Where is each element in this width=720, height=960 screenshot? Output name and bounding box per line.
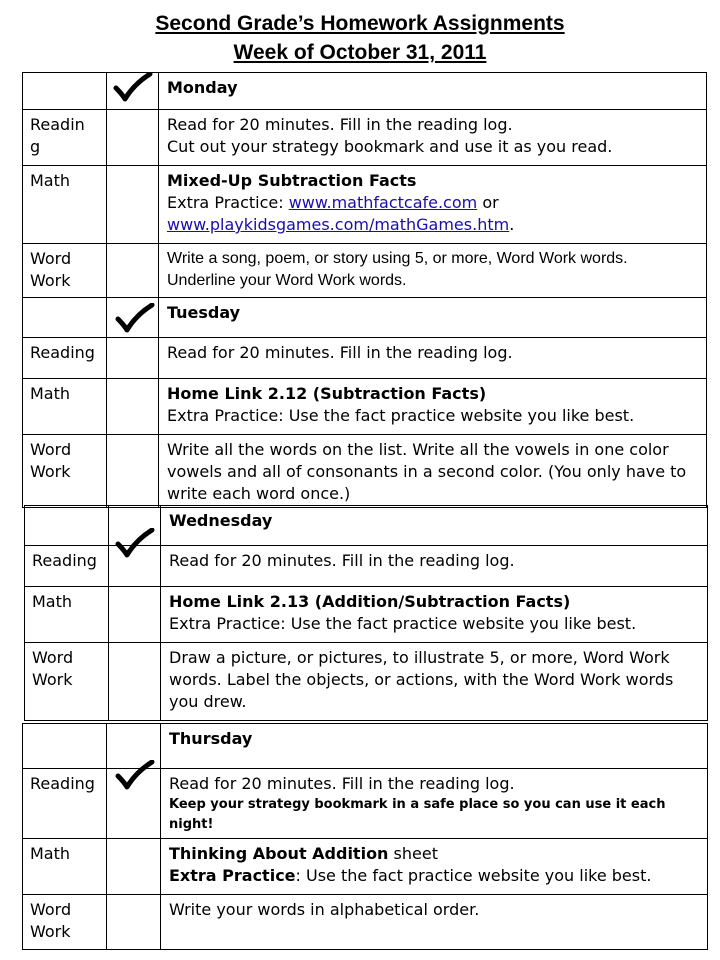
math-task-title: Thinking About Addition: [169, 844, 389, 863]
day-name: Tuesday: [159, 298, 707, 338]
math-task: [159, 166, 707, 244]
reading-task-line: Cut out your strategy bookmark and use it as you read.: [167, 137, 613, 156]
blank-cell: [23, 298, 107, 338]
check-cell: [107, 244, 159, 298]
table-row: [23, 166, 707, 244]
check-cell: [107, 110, 159, 166]
table-row: [25, 587, 708, 643]
math-period: .: [509, 215, 515, 234]
blank-cell: [25, 506, 109, 546]
subject-word-work: Word Work: [23, 244, 107, 298]
math-task: [161, 839, 708, 895]
reading-task-line: Read for 20 minutes. Fill in the reading log.: [167, 115, 513, 134]
check-cell: [107, 379, 159, 435]
page-title: Second Grade’s Homework Assignments: [155, 12, 565, 35]
day-name: Wednesday: [161, 506, 708, 546]
day-name: Monday: [159, 73, 707, 110]
math-task-title: Mixed-Up Subtraction Facts: [167, 171, 417, 190]
math-extra-line: Extra Practice: Use the fact practice website you like best.: [169, 614, 637, 633]
check-cell: [107, 338, 159, 379]
check-cell: [109, 643, 161, 721]
checkmark-icon: [114, 303, 156, 333]
subject-reading: Reading: [25, 546, 109, 587]
math-extra-line: [169, 865, 701, 887]
math-task-suffix: sheet: [388, 844, 438, 863]
word-work-task: [159, 244, 707, 298]
table-row: [23, 379, 707, 435]
check-cell: [109, 587, 161, 643]
blank-cell: [23, 73, 107, 110]
math-extra-line: [167, 192, 700, 214]
math-extra-prefix: Extra Practice:: [167, 193, 289, 212]
day-name: Thursday: [161, 724, 708, 769]
playkidsgames-link[interactable]: www.playkidsgames.com/mathGames.htm: [167, 215, 510, 234]
math-extra-label: Extra Practice: [169, 866, 296, 885]
math-task: [159, 379, 707, 435]
check-cell: [107, 895, 161, 950]
table-row: [25, 643, 708, 721]
word-work-line: Underline your Word Work words.: [167, 272, 407, 289]
thursday-table: [22, 723, 708, 950]
blank-cell: [23, 724, 107, 769]
reading-task-line: Read for 20 minutes. Fill in the reading log.: [169, 774, 515, 793]
subject-math: Math: [23, 839, 107, 895]
math-task: [161, 587, 708, 643]
subject-math: Math: [23, 379, 107, 435]
table-row: [23, 839, 708, 895]
word-work-task: Write your words in alphabetical order.: [161, 895, 708, 950]
table-row: [23, 110, 707, 166]
subject-word-work: Word Work: [25, 643, 109, 721]
table-row: [23, 338, 707, 379]
reading-task: [161, 769, 708, 839]
subject-reading: Reading: [23, 338, 107, 379]
math-extra-text: : Use the fact practice website you like best.: [295, 866, 652, 885]
checkmark-icon: [112, 72, 154, 102]
math-extra-line: Extra Practice: Use the fact practice website you like best.: [167, 406, 635, 425]
word-work-line: Write a song, poem, or story using 5, or more, Word Work words.: [167, 250, 628, 267]
math-extra-line: [167, 214, 700, 236]
subject-math: Math: [23, 166, 107, 244]
subject-word-work: Word Work: [23, 895, 107, 950]
reading-note: Keep your strategy bookmark in a safe place so you can use it each night!: [169, 797, 666, 832]
word-work-task: Draw a picture, or pictures, to illustrate 5, or more, Word Work words. Label the objects, or actions, with the Word Work words you drew.: [161, 643, 708, 721]
subject-reading: Reading: [23, 769, 107, 839]
checkmark-icon: [114, 760, 156, 790]
reading-task: Read for 20 minutes. Fill in the reading log.: [159, 338, 707, 379]
subject-math: Math: [25, 587, 109, 643]
checkmark-icon: [114, 528, 156, 558]
check-cell: [107, 166, 159, 244]
table-row: [23, 895, 708, 950]
table-row: [23, 244, 707, 298]
subject-reading: Readin g: [23, 110, 107, 166]
table-row: [23, 435, 707, 508]
math-task-title: Home Link 2.12 (Subtraction Facts): [167, 384, 487, 403]
math-task-title-line: [169, 843, 701, 865]
page-subtitle: Week of October 31, 2011: [233, 41, 487, 64]
reading-task: [159, 110, 707, 166]
reading-task: Read for 20 minutes. Fill in the reading log.: [161, 546, 708, 587]
check-cell: [107, 435, 159, 508]
word-work-task: Write all the words on the list. Write all the vowels in one color vowels and all of consonants in a second color. (You only have to write each word once.): [159, 435, 707, 508]
monday-table: [22, 72, 707, 298]
subject-word-work: Word Work: [23, 435, 107, 508]
math-or: or: [477, 193, 499, 212]
mathfactcafe-link[interactable]: www.mathfactcafe.com: [288, 193, 478, 212]
math-task-title: Home Link 2.13 (Addition/Subtraction Facts): [169, 592, 571, 611]
check-cell: [107, 839, 161, 895]
